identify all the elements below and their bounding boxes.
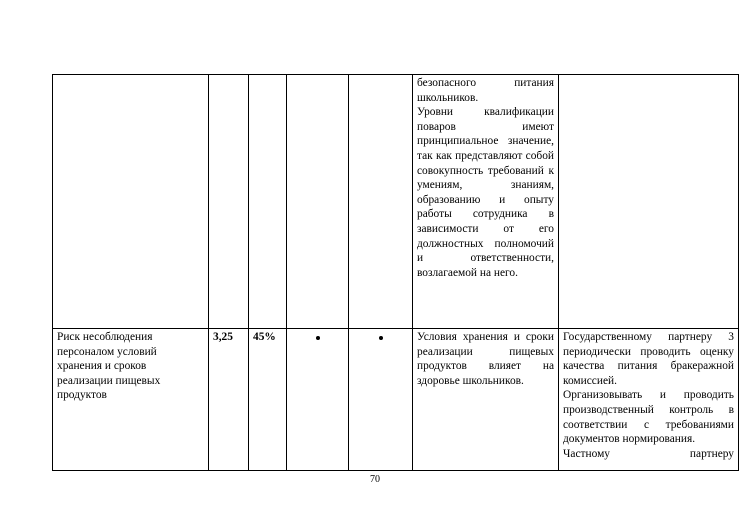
measures-paragraph: Организовывать и проводить производственный контроль в соответствии с требованиями документов нормирования. <box>563 389 734 446</box>
risk-name-cell <box>53 75 209 329</box>
measures-cell <box>559 329 739 471</box>
measures-paragraph: Государственному партнеру 3 периодически проводить оценку качества питания бракеражной комиссией. <box>563 331 734 387</box>
description-cell <box>413 75 559 329</box>
marker-cell <box>349 75 413 329</box>
description-cell: Условия хранения и сроки реализации пищевых продуктов влияет на здоровье школьников. <box>413 329 559 471</box>
marker-cell <box>349 329 413 471</box>
score-cell <box>209 75 249 329</box>
marker-cell <box>287 329 349 471</box>
score-cell: 3,25 <box>209 329 249 471</box>
table-row <box>53 75 739 329</box>
bullet-dot-icon <box>316 336 320 340</box>
description-paragraph: Уровни квалификации поваров имеют принципиальное значение, так как представляют собой совокупность требований к умениям, знаниям, образованию и опыту работы сотрудника в зависимости от его должностных полномочий и ответственности, возлагаемой на него. <box>417 106 554 279</box>
percent-cell: 45% <box>249 329 287 471</box>
marker-cell <box>287 75 349 329</box>
percent-cell <box>249 75 287 329</box>
table-row <box>53 329 739 471</box>
risk-table <box>52 74 739 471</box>
description-paragraph: безопасного питания школьников. <box>417 77 554 104</box>
measures-cell <box>559 75 739 329</box>
bullet-dot-icon <box>379 336 383 340</box>
page-number: 70 <box>370 474 380 485</box>
risk-name-cell: Риск несоблюдения персоналом условий хранения и сроков реализации пищевых продуктов <box>53 329 209 471</box>
measures-paragraph: Частному партнеру <box>563 447 734 460</box>
